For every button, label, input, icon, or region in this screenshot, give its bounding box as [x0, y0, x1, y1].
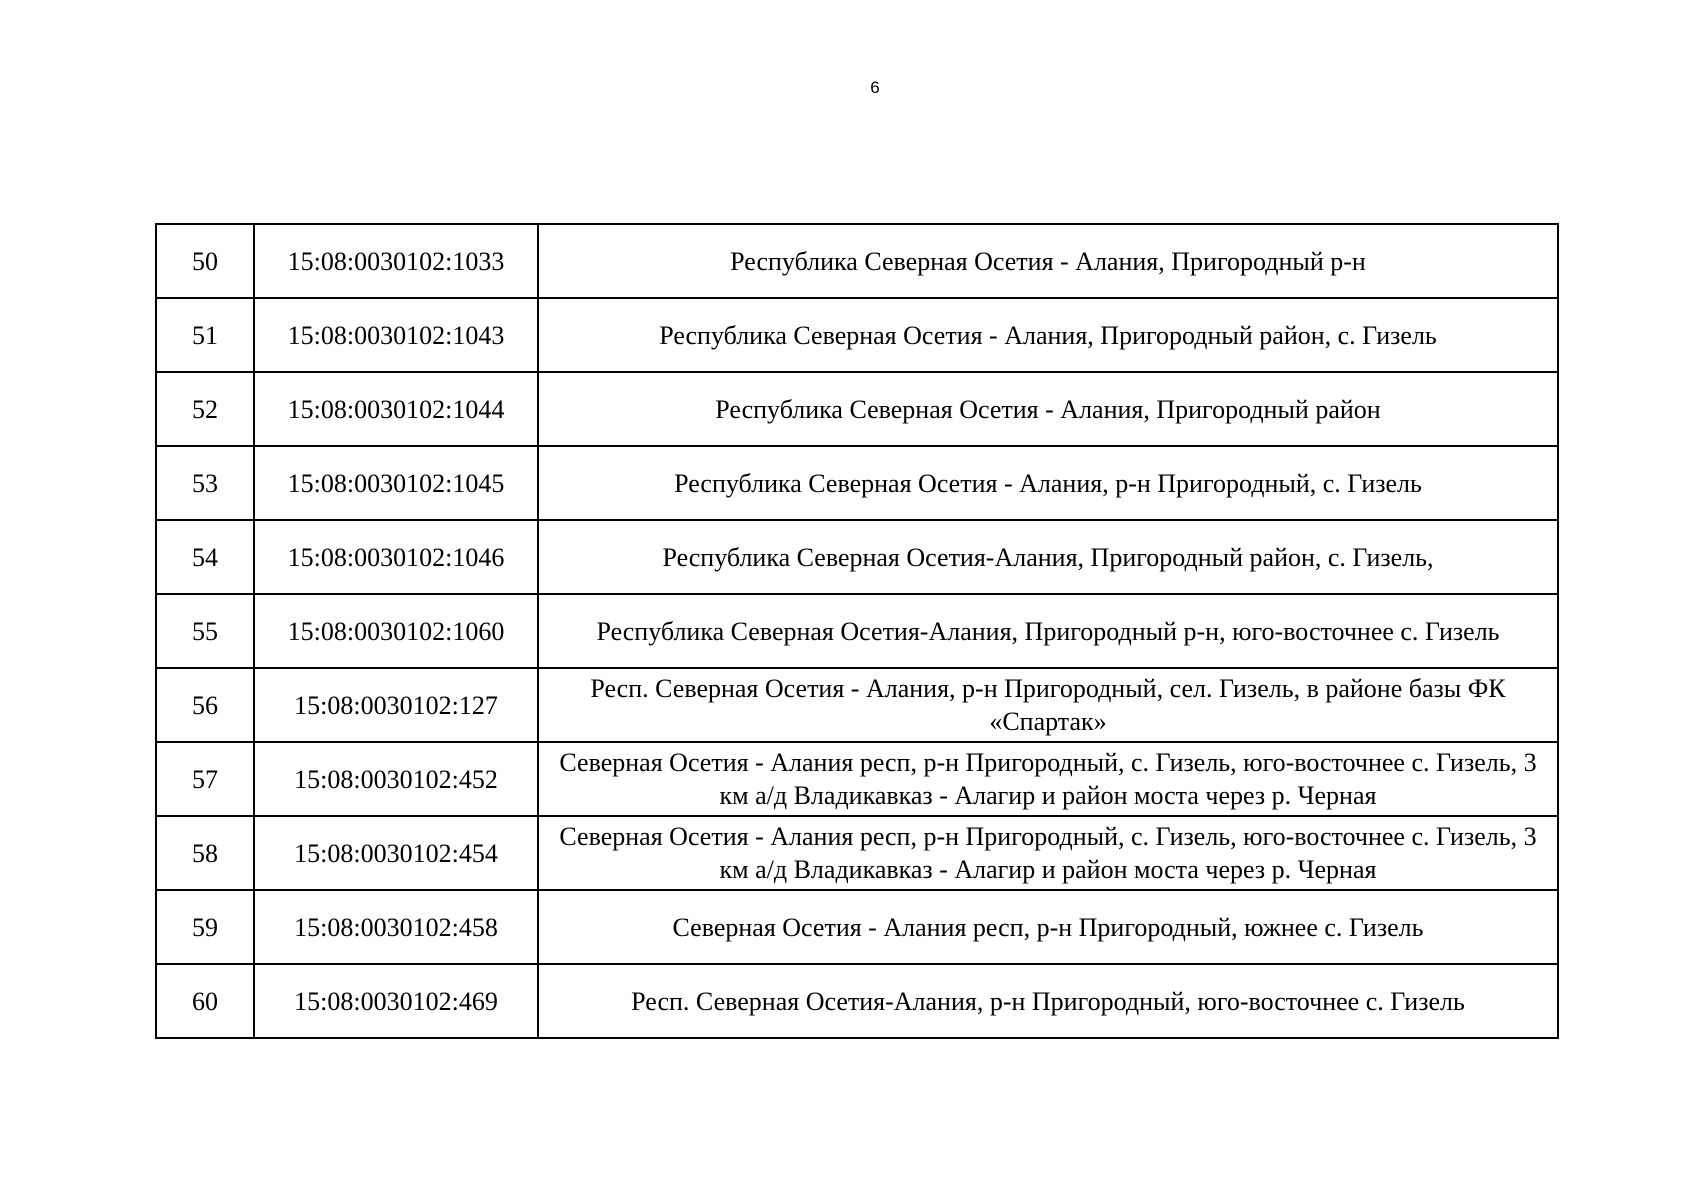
address-cell: Республика Северная Осетия - Алания, Пригородный район, с. Гизель [538, 298, 1558, 372]
cadastral-number-cell: 15:08:0030102:1033 [254, 224, 538, 298]
cadastral-number-cell: 15:08:0030102:1044 [254, 372, 538, 446]
address-cell: Респ. Северная Осетия-Алания, р-н Пригородный, юго-восточнее с. Гизель [538, 964, 1558, 1038]
cadastral-number-cell: 15:08:0030102:1046 [254, 520, 538, 594]
row-number-cell: 58 [156, 816, 254, 890]
cadastral-number-cell: 15:08:0030102:469 [254, 964, 538, 1038]
table-row [156, 594, 1558, 668]
address-cell: Северная Осетия - Алания респ, р-н Пригородный, южнее с. Гизель [538, 890, 1558, 964]
table-row [156, 224, 1558, 298]
row-number-cell: 57 [156, 742, 254, 816]
address-cell: Республика Северная Осетия - Алания, р-н Пригородный, с. Гизель [538, 446, 1558, 520]
table-row [156, 446, 1558, 520]
page-number: 6 [870, 78, 880, 97]
address-cell: Республика Северная Осетия - Алания, Пригородный район [538, 372, 1558, 446]
address-cell: Северная Осетия - Алания респ, р-н Пригородный, с. Гизель, юго-восточнее с. Гизель, 3 км а/д Владикавказ - Алагир и район моста через р. Черная [538, 816, 1558, 890]
table-row [156, 816, 1558, 890]
row-number-cell: 55 [156, 594, 254, 668]
table-row [156, 520, 1558, 594]
table-row [156, 668, 1558, 742]
cadastral-number-cell: 15:08:0030102:127 [254, 668, 538, 742]
address-cell: Республика Северная Осетия-Алания, Пригородный район, с. Гизель, [538, 520, 1558, 594]
row-number-cell: 56 [156, 668, 254, 742]
row-number-cell: 52 [156, 372, 254, 446]
address-cell: Северная Осетия - Алания респ, р-н Пригородный, с. Гизель, юго-восточнее с. Гизель, 3 км а/д Владикавказ - Алагир и район моста через р. Черная [538, 742, 1558, 816]
row-number-cell: 53 [156, 446, 254, 520]
table-row [156, 742, 1558, 816]
address-cell: Респ. Северная Осетия - Алания, р-н Пригородный, сел. Гизель, в районе базы ФК «Спартак» [538, 668, 1558, 742]
address-cell: Республика Северная Осетия - Алания, Пригородный р-н [538, 224, 1558, 298]
cadastral-number-cell: 15:08:0030102:1043 [254, 298, 538, 372]
address-cell: Республика Северная Осетия-Алания, Пригородный р-н, юго-восточнее с. Гизель [538, 594, 1558, 668]
cadastral-number-cell: 15:08:0030102:454 [254, 816, 538, 890]
land-plots-table [155, 223, 1559, 1039]
row-number-cell: 59 [156, 890, 254, 964]
row-number-cell: 51 [156, 298, 254, 372]
table-row [156, 298, 1558, 372]
table-row [156, 890, 1558, 964]
cadastral-number-cell: 15:08:0030102:1060 [254, 594, 538, 668]
table-row [156, 372, 1558, 446]
row-number-cell: 60 [156, 964, 254, 1038]
row-number-cell: 54 [156, 520, 254, 594]
cadastral-number-cell: 15:08:0030102:1045 [254, 446, 538, 520]
row-number-cell: 50 [156, 224, 254, 298]
cadastral-number-cell: 15:08:0030102:458 [254, 890, 538, 964]
cadastral-number-cell: 15:08:0030102:452 [254, 742, 538, 816]
table-row [156, 964, 1558, 1038]
